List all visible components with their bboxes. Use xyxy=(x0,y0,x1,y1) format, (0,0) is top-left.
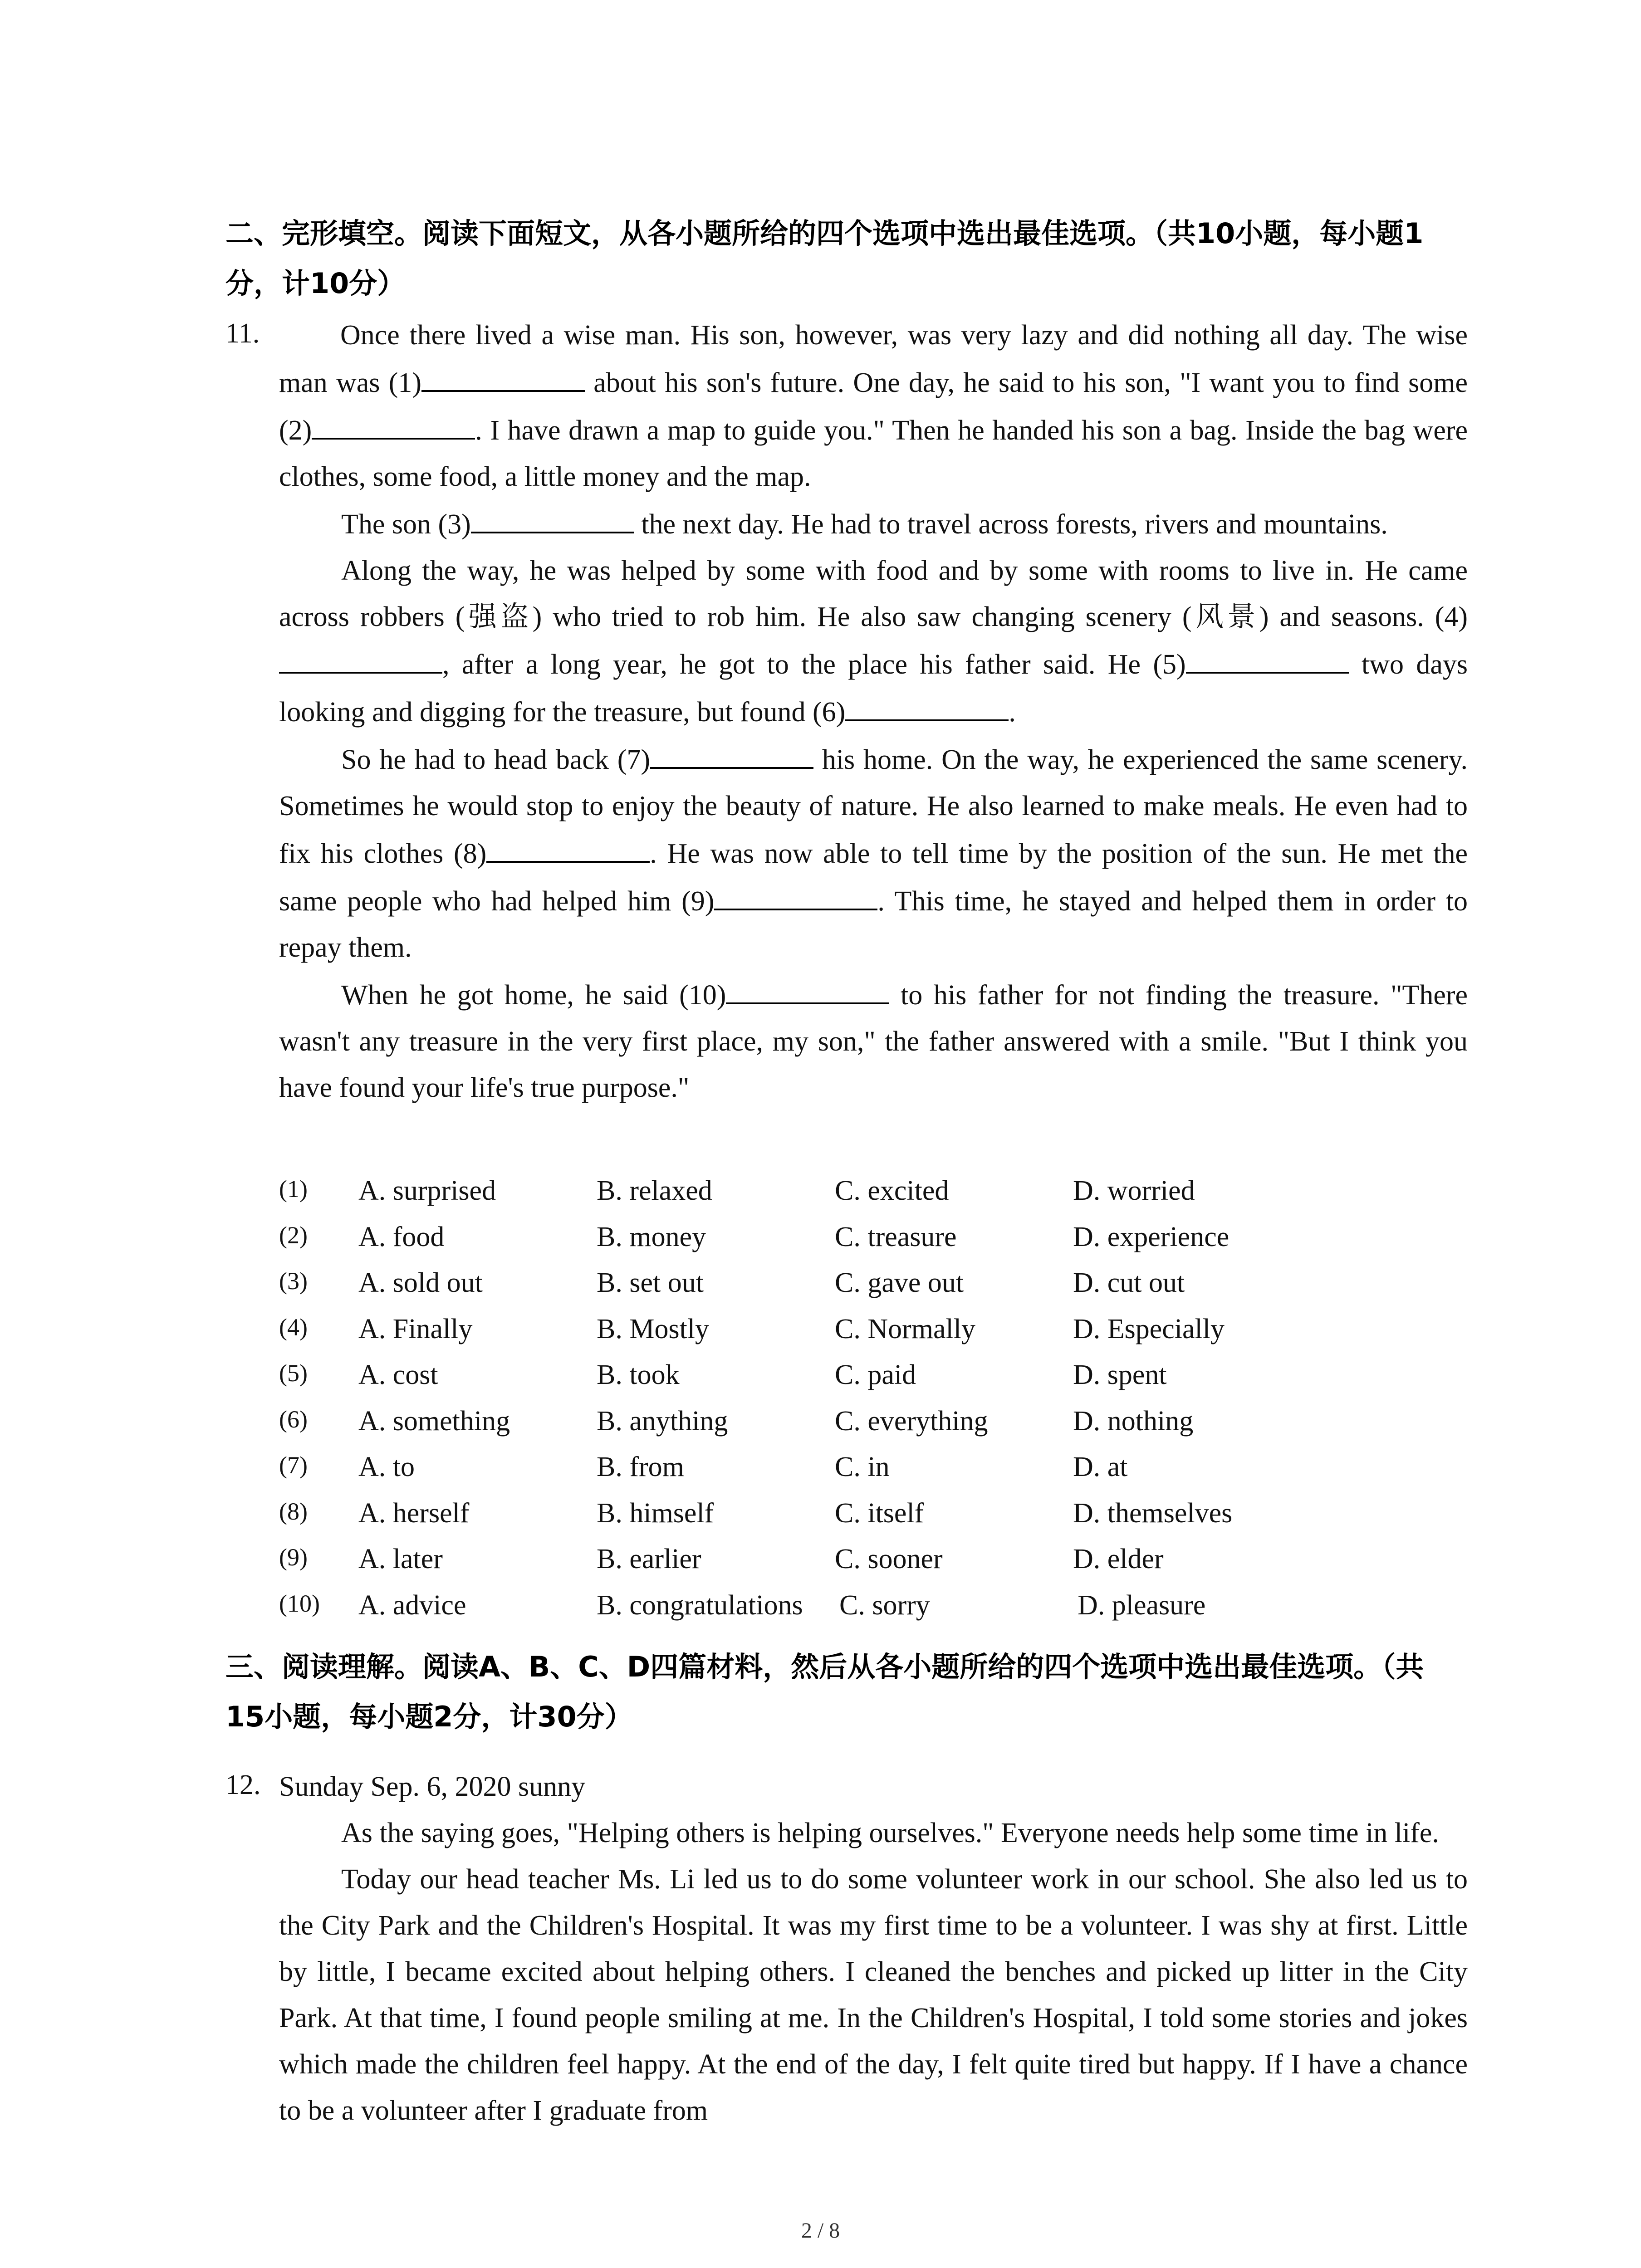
reading-passage xyxy=(279,1764,1468,2134)
option-row xyxy=(279,1267,1468,1313)
blank-10 xyxy=(726,971,889,1004)
option-b: B. earlier xyxy=(597,1544,701,1574)
blank-7 xyxy=(650,735,813,769)
option-a: A. food xyxy=(358,1221,445,1252)
option-b: B. congratulations xyxy=(597,1589,803,1621)
option-d: D. Especially xyxy=(1073,1313,1225,1344)
option-row xyxy=(279,1175,1468,1221)
option-d: D. nothing xyxy=(1073,1405,1194,1437)
option-number: (5) xyxy=(279,1359,308,1387)
passage-text: Once there lived a wise man. His son, however, was very lazy and did nothing all day. The wise man was (1) xyxy=(279,320,1468,398)
option-b: B. himself xyxy=(597,1497,714,1529)
option-number: (9) xyxy=(279,1544,308,1571)
option-row xyxy=(279,1221,1468,1267)
option-c: C. sorry xyxy=(839,1589,930,1621)
passage-text: , after a long year, he got to the place his father said. He (5) xyxy=(442,649,1186,680)
option-number: (4) xyxy=(279,1313,308,1341)
blank-2 xyxy=(312,406,475,440)
option-a: A. sold out xyxy=(358,1267,483,1298)
option-a: A. something xyxy=(358,1405,510,1437)
option-b: B. relaxed xyxy=(597,1175,712,1206)
option-a: A. cost xyxy=(358,1359,438,1390)
option-b: B. money xyxy=(597,1221,706,1252)
option-d: D. spent xyxy=(1073,1359,1167,1390)
passage-text: So he had to head back (7) xyxy=(341,744,651,775)
option-d: D. pleasure xyxy=(1078,1589,1206,1621)
passage-text: . xyxy=(1009,697,1016,728)
section-3-heading: 三、阅读理解。阅读A、B、C、D四篇材料，然后从各小题所给的四个选项中选出最佳选项。（共15小题，每小题2分，计30分） xyxy=(225,1650,1424,1733)
passage-text: The son (3) xyxy=(341,509,471,540)
passage-text: his home. On the way, he experienced the same scenery. Sometimes he would stop to enjoy the beauty of nature. He also learned to make meals. He even had to fix his clothes (8) xyxy=(279,744,1468,869)
passage-text: about his son's future. One day, he said to his son, "I want you to find some (2) xyxy=(279,367,1468,446)
option-number: (10) xyxy=(279,1589,320,1617)
option-row xyxy=(279,1543,1468,1589)
options-list xyxy=(279,1175,1468,1635)
option-c: C. gave out xyxy=(835,1267,964,1298)
option-row xyxy=(279,1451,1468,1497)
option-d: D. at xyxy=(1073,1452,1128,1482)
option-number: (8) xyxy=(279,1497,308,1525)
cloze-passage xyxy=(279,312,1468,1111)
passage-text: . I have drawn a map to guide you." Then he handed his son a bag. Inside the bag were clothes, some food, a little money and the map. xyxy=(279,415,1468,492)
option-c: C. paid xyxy=(835,1359,916,1390)
option-number: (3) xyxy=(279,1267,308,1295)
option-d: D. worried xyxy=(1073,1175,1195,1206)
blank-8 xyxy=(486,829,650,863)
option-a: A. herself xyxy=(358,1497,470,1529)
option-b: B. from xyxy=(597,1452,684,1482)
option-c: C. itself xyxy=(835,1497,924,1529)
passage-text: . This time, he stayed and helped them in order to repay them. xyxy=(279,886,1468,963)
option-d: D. elder xyxy=(1073,1544,1164,1574)
option-a: A. Finally xyxy=(358,1313,473,1344)
option-d: D. experience xyxy=(1073,1221,1230,1252)
passage-text: . He was now able to tell time by the position of the sun. He met the same people who had helped him (9) xyxy=(279,838,1468,917)
date-line: Sunday Sep. 6, 2020 sunny xyxy=(279,1771,586,1802)
option-b: B. set out xyxy=(597,1267,704,1298)
option-c: C. Normally xyxy=(835,1313,975,1344)
option-c: C. in xyxy=(835,1452,890,1482)
blank-3 xyxy=(471,500,634,533)
question-11-number: 11. xyxy=(225,318,260,349)
option-b: B. took xyxy=(597,1359,680,1390)
passage-paragraph-2: Today our head teacher Ms. Li led us to do some volunteer work in our school. She also led us to the City Park and the Children's Hospital. It was my first time to be a volunteer. I was shy at first. Little by little, I became excited about helping others. I cleaned the benches and picked up litter in the City Park. At that time, I found people smiling at me. In the Children's Hospital, I told some stories and jokes which made the children feel happy. At the end of the day, I felt quite tired but happy. If I have a chance to be a volunteer after I graduate from xyxy=(279,1864,1468,2126)
option-row xyxy=(279,1405,1468,1452)
option-row xyxy=(279,1589,1468,1636)
option-number: (6) xyxy=(279,1405,308,1433)
passage-text: the next day. He had to travel across forests, rivers and mountains. xyxy=(634,509,1388,540)
option-c: C. treasure xyxy=(835,1221,957,1252)
section-2-heading: 二、完形填空。阅读下面短文，从各小题所给的四个选项中选出最佳选项。（共10小题，每小题1分，计10分） xyxy=(225,217,1424,300)
passage-paragraph-4 xyxy=(279,735,1468,971)
option-a: A. to xyxy=(358,1452,415,1482)
option-c: C. excited xyxy=(835,1175,949,1206)
blank-1 xyxy=(421,358,585,392)
passage-paragraph-5 xyxy=(279,971,1468,1111)
option-c: C. everything xyxy=(835,1405,988,1437)
page-number: 2 / 8 xyxy=(801,2219,840,2243)
passage-text: to his father for not finding the treasure. "There wasn't any treasure in the very first place, my son," the father answered with a smile. "But I think you have found your life's true purpose." xyxy=(279,980,1468,1103)
option-number: (1) xyxy=(279,1175,308,1202)
option-b: B. anything xyxy=(597,1405,728,1437)
passage-paragraph-2 xyxy=(279,500,1468,547)
option-a: A. surprised xyxy=(358,1175,496,1206)
passage-paragraph-3 xyxy=(279,547,1468,735)
passage-text: Along the way, he was helped by some with food and by some with rooms to live in. He came across robbers (强盗) who tried to rob him. He also saw changing scenery (风景) and seasons. (4) xyxy=(279,555,1468,632)
passage-paragraph-1: As the saying goes, "Helping others is helping ourselves." Everyone needs help some time in life. xyxy=(341,1818,1439,1848)
blank-4 xyxy=(279,640,442,674)
option-number: (7) xyxy=(279,1452,308,1479)
option-row xyxy=(279,1497,1468,1544)
question-12-number: 12. xyxy=(225,1769,261,1800)
option-row xyxy=(279,1359,1468,1405)
option-d: D. cut out xyxy=(1073,1267,1185,1298)
option-a: A. later xyxy=(358,1544,443,1574)
option-c: C. sooner xyxy=(835,1544,943,1574)
passage-text: When he got home, he said (10) xyxy=(341,980,726,1011)
blank-6 xyxy=(845,688,1009,721)
option-number: (2) xyxy=(279,1221,308,1249)
option-b: B. Mostly xyxy=(597,1313,710,1344)
option-row xyxy=(279,1313,1468,1359)
blank-5 xyxy=(1186,640,1349,674)
passage-text: two days looking and digging for the treasure, but found (6) xyxy=(279,649,1468,728)
passage-paragraph-1 xyxy=(279,312,1468,500)
option-a: A. advice xyxy=(358,1589,466,1621)
option-d: D. themselves xyxy=(1073,1497,1233,1529)
blank-9 xyxy=(714,877,877,910)
